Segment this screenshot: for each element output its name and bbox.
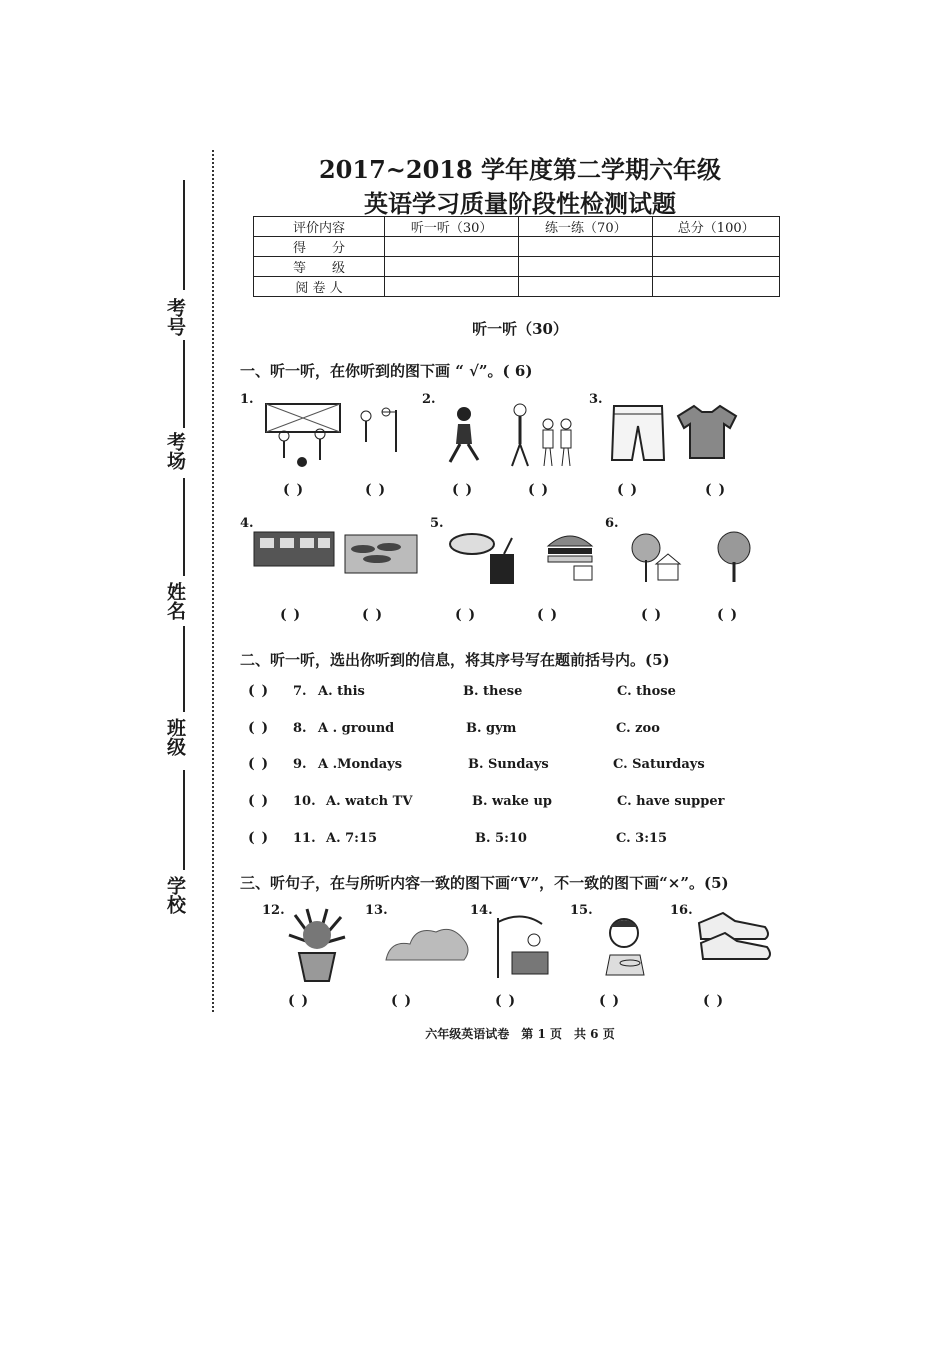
score-table-header-row bbox=[254, 217, 780, 237]
question-number: 7. bbox=[293, 684, 307, 699]
score-cell[interactable] bbox=[519, 277, 653, 297]
question-number: 16. bbox=[670, 903, 693, 918]
exam-title-line2: 英语学习质量阶段性检测试题 bbox=[364, 189, 676, 218]
part2-title: 二、听一听，选出你听到的信息，将其序号写在题前括号内。(5) bbox=[240, 651, 670, 669]
exam-room-label: 考场 bbox=[164, 432, 186, 470]
option-b: B. 5:10 bbox=[475, 831, 527, 846]
answer-bracket[interactable]: ( ) bbox=[391, 993, 413, 1009]
running-girl-picture bbox=[440, 404, 488, 466]
sneakers-picture bbox=[695, 905, 773, 963]
score-table-row bbox=[254, 277, 780, 297]
class-line[interactable] bbox=[183, 626, 185, 712]
class-label: 班级 bbox=[164, 718, 186, 756]
score-header-cell: 评价内容 bbox=[254, 217, 385, 237]
answer-bracket[interactable]: ( ) bbox=[248, 720, 270, 736]
question-number: 13. bbox=[365, 903, 388, 918]
option-b: B. these bbox=[463, 684, 523, 699]
answer-bracket[interactable]: ( ) bbox=[248, 683, 270, 699]
option-a: A. 7:15 bbox=[326, 831, 378, 846]
option-c: C. Saturdays bbox=[613, 757, 705, 772]
question-number: 8. bbox=[293, 721, 307, 736]
answer-bracket[interactable]: ( ) bbox=[537, 607, 559, 623]
tree-picture bbox=[712, 528, 756, 586]
score-cell[interactable] bbox=[653, 277, 780, 297]
walking-people-picture bbox=[500, 402, 580, 470]
score-table-row bbox=[254, 237, 780, 257]
potted-plant-picture bbox=[283, 905, 351, 983]
hotdog-drink-picture bbox=[448, 528, 524, 588]
score-cell[interactable] bbox=[653, 257, 780, 277]
answer-bracket[interactable]: ( ) bbox=[365, 482, 387, 498]
score-cell[interactable] bbox=[385, 237, 519, 257]
question-number: 14. bbox=[470, 903, 493, 918]
house-tree-picture bbox=[628, 530, 684, 588]
score-row-label: 等 级 bbox=[254, 257, 385, 277]
question-number: 15. bbox=[570, 903, 593, 918]
answer-bracket[interactable]: ( ) bbox=[248, 793, 270, 809]
question-number: 1. bbox=[240, 392, 254, 407]
binding-dotted-line bbox=[212, 150, 214, 1012]
option-b: B. wake up bbox=[472, 794, 552, 809]
answer-bracket[interactable]: ( ) bbox=[248, 756, 270, 772]
score-cell[interactable] bbox=[519, 237, 653, 257]
person-eating-picture bbox=[600, 915, 650, 977]
basketball-picture bbox=[352, 404, 408, 454]
option-c: C. those bbox=[617, 684, 676, 699]
score-table-row bbox=[254, 257, 780, 277]
answer-bracket[interactable]: ( ) bbox=[283, 482, 305, 498]
score-row-label: 阅 卷 人 bbox=[254, 277, 385, 297]
name-line[interactable] bbox=[183, 478, 185, 576]
score-header-cell: 总分（100） bbox=[653, 217, 780, 237]
exam-number-line[interactable] bbox=[183, 180, 185, 290]
score-cell[interactable] bbox=[385, 277, 519, 297]
exam-room-line[interactable] bbox=[183, 340, 185, 428]
page-footer: 六年级英语试卷 第 1 页 共 6 页 bbox=[425, 1027, 615, 1041]
option-b: B. gym bbox=[466, 721, 517, 736]
part1-title: 一、听一听，在你听到的图下画 “ √”。( 6) bbox=[240, 362, 533, 380]
answer-bracket[interactable]: ( ) bbox=[455, 607, 477, 623]
question-number: 10. bbox=[293, 794, 316, 809]
listening-section-title: 听一听（30） bbox=[472, 320, 568, 338]
exam-title-line1: 2017~2018 学年度第二学期六年级 bbox=[318, 155, 722, 184]
option-c: C. 3:15 bbox=[616, 831, 668, 846]
question-number: 6. bbox=[605, 516, 619, 531]
food-stall-picture bbox=[252, 530, 336, 570]
answer-bracket[interactable]: ( ) bbox=[528, 482, 550, 498]
question-number: 11. bbox=[293, 831, 316, 846]
question-number: 12. bbox=[262, 903, 285, 918]
fish-stall-picture bbox=[343, 533, 419, 577]
answer-bracket[interactable]: ( ) bbox=[717, 607, 739, 623]
answer-bracket[interactable]: ( ) bbox=[641, 607, 663, 623]
option-c: C. have supper bbox=[617, 794, 725, 809]
option-a: A .Mondays bbox=[318, 757, 403, 772]
score-cell[interactable] bbox=[519, 257, 653, 277]
answer-bracket[interactable]: ( ) bbox=[362, 607, 384, 623]
question-number: 4. bbox=[240, 516, 254, 531]
score-row-label: 得 分 bbox=[254, 237, 385, 257]
answer-bracket[interactable]: ( ) bbox=[280, 607, 302, 623]
score-table bbox=[253, 216, 780, 297]
score-header-cell: 听一听（30） bbox=[385, 217, 519, 237]
option-c: C. zoo bbox=[616, 721, 660, 736]
soccer-picture bbox=[262, 400, 344, 470]
shorts-picture bbox=[610, 402, 666, 464]
school-label: 学校 bbox=[164, 876, 186, 914]
answer-bracket[interactable]: ( ) bbox=[495, 993, 517, 1009]
exam-number-label: 考号 bbox=[164, 298, 186, 336]
hamburger-picture bbox=[544, 528, 596, 582]
answer-bracket[interactable]: ( ) bbox=[288, 993, 310, 1009]
option-b: B. Sundays bbox=[468, 757, 549, 772]
answer-bracket[interactable]: ( ) bbox=[705, 482, 727, 498]
part3-title: 三、听句子，在与所听内容一致的图下画“V”，不一致的图下画“×”。(5) bbox=[240, 874, 729, 892]
answer-bracket[interactable]: ( ) bbox=[599, 993, 621, 1009]
question-number: 3. bbox=[589, 392, 603, 407]
option-a: A. this bbox=[318, 684, 365, 699]
question-number: 2. bbox=[422, 392, 436, 407]
answer-bracket[interactable]: ( ) bbox=[248, 830, 270, 846]
question-number: 5. bbox=[430, 516, 444, 531]
question-number: 9. bbox=[293, 757, 307, 772]
beach-scene-picture bbox=[492, 912, 558, 982]
option-a: A. watch TV bbox=[326, 794, 413, 809]
score-cell[interactable] bbox=[385, 257, 519, 277]
answer-bracket[interactable]: ( ) bbox=[703, 993, 725, 1009]
answer-bracket[interactable]: ( ) bbox=[452, 482, 474, 498]
answer-bracket[interactable]: ( ) bbox=[617, 482, 639, 498]
score-cell[interactable] bbox=[653, 237, 780, 257]
cloudy-sky-picture bbox=[380, 920, 472, 970]
t-shirt-picture bbox=[676, 402, 738, 462]
name-label: 姓名 bbox=[164, 582, 186, 620]
option-a: A . ground bbox=[318, 721, 395, 736]
school-line[interactable] bbox=[183, 770, 185, 870]
score-header-cell: 练一练（70） bbox=[519, 217, 653, 237]
